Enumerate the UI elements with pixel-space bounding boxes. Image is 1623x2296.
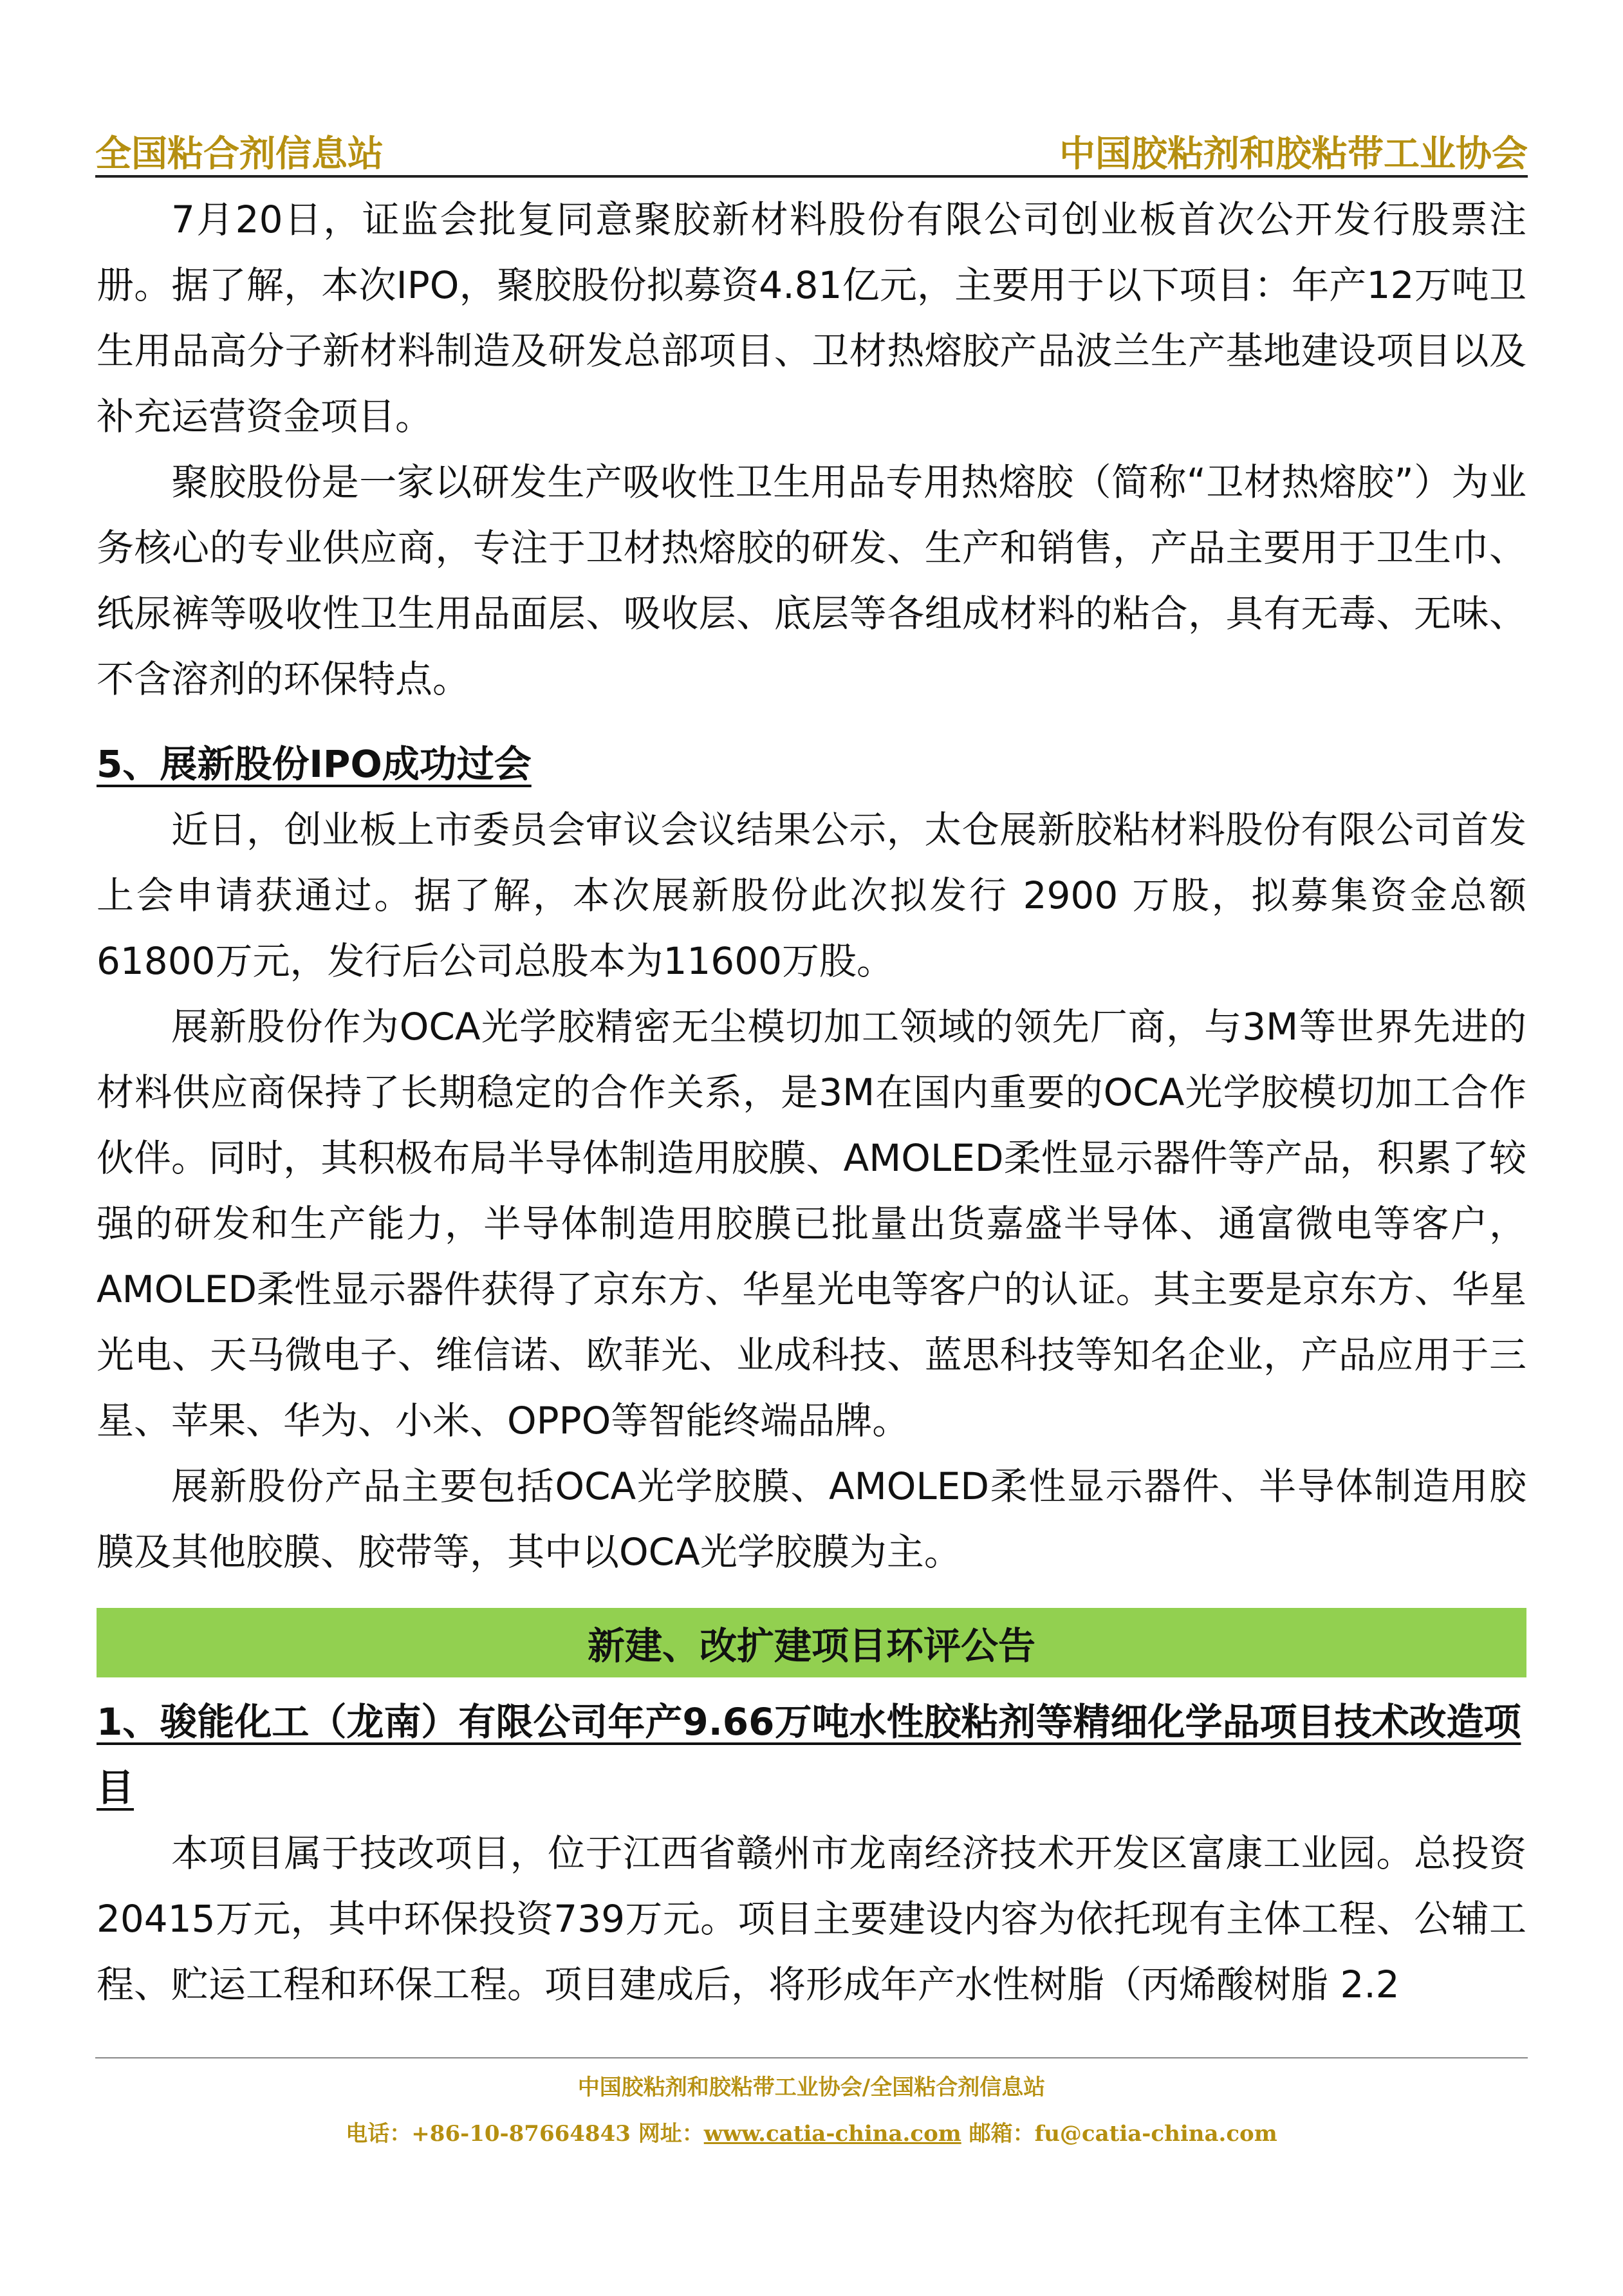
footer-website-link[interactable]: www.catia-china.com: [703, 2121, 961, 2147]
paragraph: 近日，创业板上市委员会审议会议结果公示，太仓展新胶粘材料股份有限公司首发上会申请获通过。据了解，本次展新股份此次拟发行 2900 万股，拟募集资金总额61800万元，发行后公司总股本为11600万股。: [97, 808, 1526, 983]
section-banner: [97, 1608, 1526, 1677]
footer-phone: 电话：+86-10-87664843 网址：: [346, 2121, 704, 2147]
footer-contact: [95, 2118, 1528, 2150]
section-heading: 1、骏能化工（龙南）有限公司年产9.66万吨水性胶粘剂等精细化学品项目技术改造项目: [97, 1700, 1521, 1809]
section-heading: 5、展新股份IPO成功过会: [97, 742, 532, 786]
paragraph: 展新股份作为OCA光学胶精密无尘模切加工领域的领先厂商，与3M等世界先进的材料供应商保持了长期稳定的合作关系，是3M在国内重要的OCA光学胶模切加工合作伙伴。同时，其积极布局半导体制造用胶膜、AMOLED柔性显示器件等产品，积累了较强的研发和生产能力，半导体制造用胶膜已批量出货嘉盛半导体、通富微电等客户，AMOLED柔性显示器件获得了京东方、华星光电等客户的认证。其主要是京东方、华星光电、天马微电子、维信诺、欧菲光、业成科技、蓝思科技等知名企业，产品应用于三星、苹果、华为、小米、OPPO等智能终端品牌。: [97, 1005, 1526, 1442]
spacer: [97, 712, 1526, 731]
footer-email: 邮箱：fu@catia-china.com: [961, 2121, 1277, 2147]
footer-organization: 中国胶粘剂和胶粘带工业协会/全国粘合剂信息站: [577, 2075, 1046, 2100]
header-divider: [95, 175, 1528, 178]
paragraph: 7月20日，证监会批复同意聚胶新材料股份有限公司创业板首次公开发行股票注册。据了解，本次IPO，聚胶股份拟募资4.81亿元，主要用于以下项目：年产12万吨卫生用品高分子新材料制造及研发总部项目、卫材热熔胶产品波兰生产基地建设项目以及补充运营资金项目。: [97, 198, 1526, 438]
page-header: [95, 108, 1528, 173]
page-content: [97, 187, 1526, 2017]
header-left-title: 全国粘合剂信息站: [95, 133, 384, 175]
paragraph: 本项目属于技改项目，位于江西省赣州市龙南经济技术开发区富康工业园。总投资20415万元，其中环保投资739万元。项目主要建设内容为依托现有主体工程、公辅工程、贮运工程和环保工程。项目建成后，将形成年产水性树脂（丙烯酸树脂 2.2: [97, 1831, 1526, 2006]
footer-divider: [95, 2057, 1528, 2058]
paragraph: 展新股份产品主要包括OCA光学胶膜、AMOLED柔性显示器件、半导体制造用胶膜及其他胶膜、胶带等，其中以OCA光学胶膜为主。: [97, 1464, 1526, 1574]
paragraph: 聚胶股份是一家以研发生产吸收性卫生用品专用热熔胶（简称“卫材热熔胶”）为业务核心的专业供应商，专注于卫材热熔胶的研发、生产和销售，产品主要用于卫生巾、纸尿裤等吸收性卫生用品面层、吸收层、底层等各组成材料的粘合，具有无毒、无味、不含溶剂的环保特点。: [97, 460, 1526, 701]
section-banner-title: 新建、改扩建项目环评公告: [587, 1624, 1035, 1668]
header-right-title: 中国胶粘剂和胶粘带工业协会: [1059, 133, 1528, 175]
